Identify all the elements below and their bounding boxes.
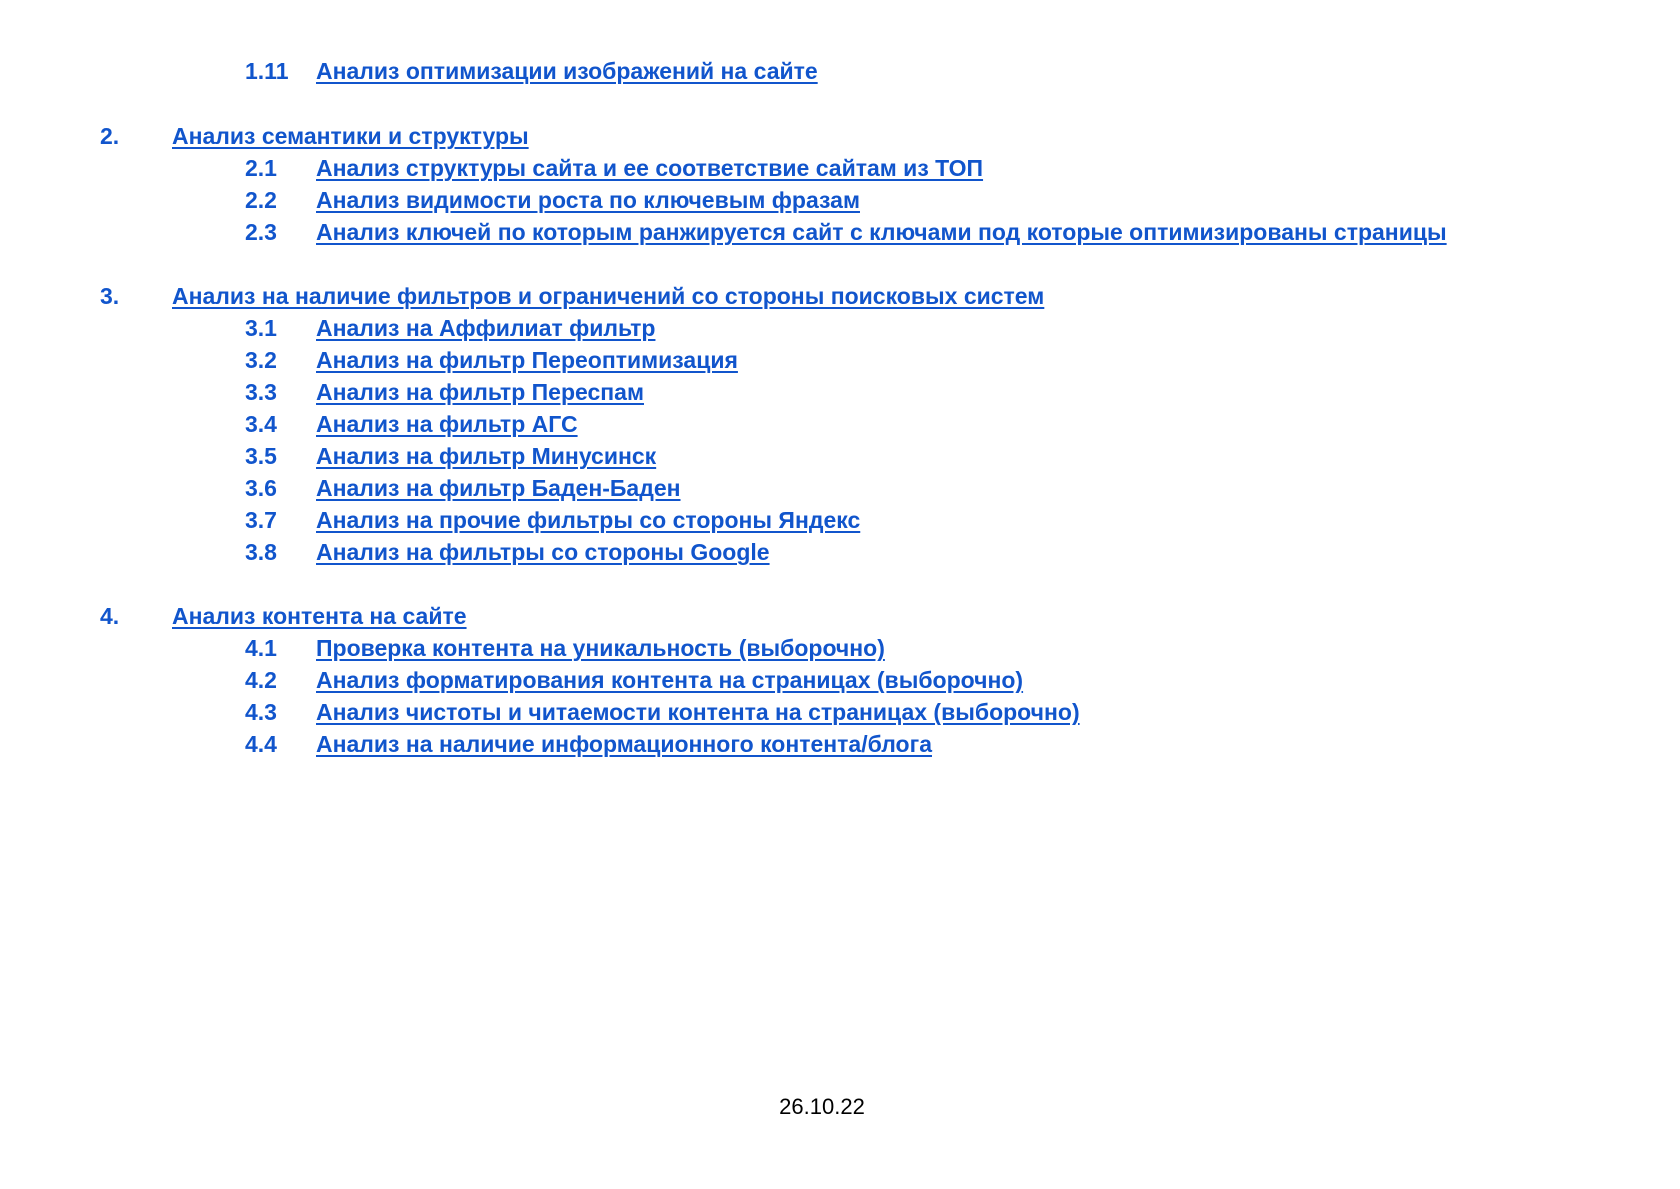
toc-number: 4.1 — [245, 635, 277, 661]
toc-number: 4. — [100, 603, 120, 629]
toc-title: Анализ форматирования контента на страницах (выборочно) — [316, 667, 1024, 693]
toc-number: 2. — [100, 123, 120, 149]
toc-title: Анализ на фильтры со стороны Google — [316, 539, 770, 565]
footer-date: 26.10.22 — [779, 1094, 865, 1119]
toc-number: 3.1 — [245, 315, 277, 341]
toc-number: 4.2 — [245, 667, 277, 693]
toc-link-2-1[interactable] — [245, 154, 983, 182]
toc-title: Анализ структуры сайта и ее соответствие сайтам из ТОП — [316, 155, 984, 181]
toc-title: Анализ чистоты и читаемости контента на страницах (выборочно) — [316, 699, 1080, 725]
toc-link-3-1[interactable] — [245, 314, 655, 342]
toc-link-4-1[interactable] — [245, 634, 885, 662]
toc-number: 3.8 — [245, 539, 277, 565]
toc-title: Анализ на фильтр Баден-Баден — [316, 475, 681, 501]
toc-link-2-3[interactable] — [245, 218, 1447, 246]
toc-number: 2.1 — [245, 155, 277, 181]
toc-link-3-2[interactable] — [245, 346, 738, 374]
toc-title: Анализ на фильтр Минусинск — [316, 443, 657, 469]
toc-title: Анализ на наличие фильтров и ограничений со стороны поисковых систем — [172, 283, 1045, 309]
toc-title: Анализ на фильтр Переоптимизация — [316, 347, 738, 373]
toc-title: Анализ видимости роста по ключевым фразам — [316, 187, 860, 213]
toc-number: 3.6 — [245, 475, 277, 501]
toc-link-3-3[interactable] — [245, 378, 644, 406]
toc-number: 2.2 — [245, 187, 277, 213]
toc-link-4-4[interactable] — [245, 730, 932, 758]
toc-number: 1.11 — [245, 58, 289, 84]
toc-link-4-3[interactable] — [245, 698, 1080, 726]
toc-link-3-4[interactable] — [245, 410, 578, 438]
toc-number: 3. — [100, 283, 120, 309]
toc-title: Анализ на фильтр АГС — [316, 411, 578, 437]
toc-title: Анализ на Аффилиат фильтр — [316, 315, 656, 341]
toc-number: 3.2 — [245, 347, 277, 373]
toc-number: 3.3 — [245, 379, 277, 405]
toc-number: 3.5 — [245, 443, 277, 469]
toc-number: 4.4 — [245, 731, 277, 757]
toc-link-3-6[interactable] — [245, 474, 681, 502]
toc-link-2-2[interactable] — [245, 186, 860, 214]
toc-title: Анализ контента на сайте — [172, 603, 467, 629]
toc-link-3[interactable] — [100, 282, 1044, 310]
toc-number: 3.4 — [245, 411, 277, 437]
toc-link-1-11[interactable] — [245, 57, 818, 85]
toc-title: Проверка контента на уникальность (выборочно) — [316, 635, 885, 661]
toc-title: Анализ на прочие фильтры со стороны Яндекс — [316, 507, 861, 533]
toc-link-4-2[interactable] — [245, 666, 1023, 694]
toc-title: Анализ ключей по которым ранжируется сайт с ключами под которые оптимизированы страницы — [316, 219, 1447, 245]
toc-link-3-7[interactable] — [245, 506, 860, 534]
toc-number: 2.3 — [245, 219, 277, 245]
toc-link-3-8[interactable] — [245, 538, 770, 566]
toc-number: 4.3 — [245, 699, 277, 725]
toc-title: Анализ оптимизации изображений на сайте — [316, 58, 818, 84]
toc-link-4[interactable] — [100, 602, 467, 630]
toc-title: Анализ семантики и структуры — [172, 123, 529, 149]
toc-title: Анализ на фильтр Переспам — [316, 379, 644, 405]
toc-title: Анализ на наличие информационного контента/блога — [316, 731, 932, 757]
toc-number: 3.7 — [245, 507, 277, 533]
toc-link-3-5[interactable] — [245, 442, 656, 470]
toc-link-2[interactable] — [100, 122, 529, 150]
